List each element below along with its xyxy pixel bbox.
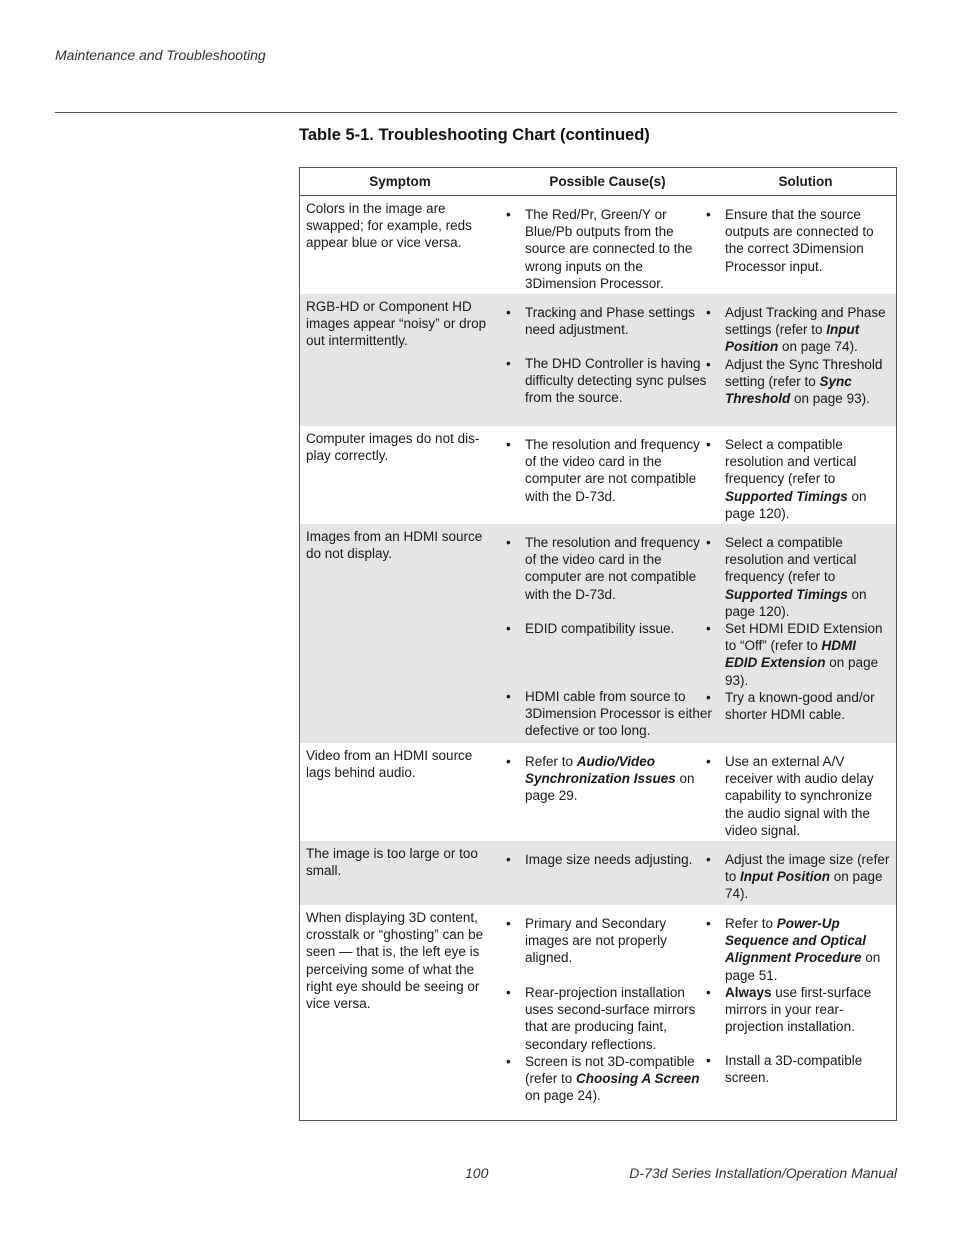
solution-bullet: • Ensure that the source outputs are connected to the correct 3Dimension Processor input. <box>704 206 892 275</box>
cause-bullet: • Rear-projection installation uses second-surface mirrors that are producing faint, secondary reflections. <box>504 984 712 1053</box>
solution-bullet: • Adjust the image size (refer to Input Position on page 74). <box>704 851 892 903</box>
solution-bullet: • Install a 3D-compatible screen. <box>704 1052 892 1086</box>
symptom-cell: Computer images do not dis-play correctly. <box>306 431 480 464</box>
symptom-cell: Video from an HDMI source lags behind audio. <box>306 748 473 781</box>
cross-reference: HDMI EDID Extension <box>725 638 857 671</box>
table-header-row <box>300 168 896 196</box>
table-body <box>300 196 896 1120</box>
emphasis: Always <box>725 985 772 1000</box>
solution-bullet: • Select a compatible resolution and vertical frequency (refer to Supported Timings on page 120). <box>704 436 892 522</box>
column-header-symptom: Symptom <box>369 174 431 189</box>
cross-reference: Input Position <box>725 322 860 355</box>
solution-bullet: • Try a known-good and/or shorter HDMI cable. <box>704 689 892 723</box>
cross-reference: Supported Timings <box>725 488 848 504</box>
table-row <box>300 524 896 743</box>
table-title: Table 5-1. Troubleshooting Chart (continued) <box>299 126 650 144</box>
cause-bullet: • Refer to Audio/Video Synchronization Issues on page 29. <box>504 753 712 805</box>
table-row <box>300 426 896 524</box>
table-row <box>300 743 896 841</box>
cause-bullet: • Screen is not 3D-compatible (refer to Choosing A Screen on page 24). <box>504 1053 712 1105</box>
table-row <box>300 294 896 426</box>
manual-title: D-73d Series Installation/Operation Manual <box>629 1165 897 1181</box>
solution-bullet: • Always use first-surface mirrors in your rear-projection installation. <box>704 984 892 1036</box>
solution-bullet: • Refer to Power-Up Sequence and Optical Alignment Procedure on page 51. <box>704 915 892 984</box>
symptom-cell: Images from an HDMI source do not display. <box>306 529 483 562</box>
column-header-solution: Solution <box>778 174 833 189</box>
cause-bullet: • The DHD Controller is having difficulty detecting sync pulses from the source. <box>504 355 712 407</box>
cause-bullet: • Tracking and Phase settings need adjustment. <box>504 304 712 338</box>
cause-bullet: • Image size needs adjusting. <box>504 851 712 868</box>
symptom-cell: The image is too large or too small. <box>306 846 478 879</box>
troubleshooting-table <box>299 167 897 1121</box>
solution-bullet: • Adjust the Sync Threshold setting (refer to Sync Threshold on page 93). <box>704 356 892 408</box>
header-rule <box>55 112 897 113</box>
solution-bullet: • Select a compatible resolution and vertical frequency (refer to Supported Timings on page 120). <box>704 534 892 620</box>
solution-bullet: • Set HDMI EDID Extension to “Off” (refer to HDMI EDID Extension on page 93). <box>704 620 892 689</box>
cross-reference: Audio/Video Synchronization Issues <box>525 754 676 787</box>
table-row <box>300 196 896 294</box>
cross-reference: Power-Up Sequence and Optical Alignment Procedure <box>725 916 867 966</box>
page-number: 100 <box>465 1165 489 1181</box>
symptom-cell: RGB-HD or Component HD images appear “noisy” or drop out intermittently. <box>306 299 487 349</box>
cause-bullet: • The resolution and frequency of the video card in the computer are not compatible with the D-73d. <box>504 534 712 603</box>
cause-bullet: • The resolution and frequency of the video card in the computer are not compatible with the D-73d. <box>504 436 712 505</box>
column-header-causes: Possible Cause(s) <box>549 174 666 189</box>
solution-bullet: • Adjust Tracking and Phase settings (refer to Input Position on page 74). <box>704 304 892 356</box>
cross-reference: Choosing A Screen <box>576 1071 700 1087</box>
table-row <box>300 905 896 1120</box>
cross-reference: Sync Threshold <box>725 374 852 407</box>
solution-bullet: • Use an external A/V receiver with audio delay capability to synchronize the audio signal with the video signal. <box>704 753 892 839</box>
cause-bullet: • HDMI cable from source to 3Dimension Processor is either defective or too long. <box>504 688 712 740</box>
symptom-cell: When displaying 3D content, crosstalk or “ghosting” can be seen — that is, the left eye is perceiving some of what the right eye should be seeing or vice versa. <box>306 910 484 1012</box>
table-row <box>300 841 896 905</box>
cross-reference: Supported Timings <box>725 586 848 602</box>
running-head: Maintenance and Troubleshooting <box>55 47 266 63</box>
cause-bullet: • EDID compatibility issue. <box>504 620 712 637</box>
cross-reference: Input Position <box>740 869 831 885</box>
symptom-cell: Colors in the image are swapped; for example, reds appear blue or vice versa. <box>306 201 472 251</box>
cause-bullet: • Primary and Secondary images are not properly aligned. <box>504 915 712 967</box>
cause-bullet: • The Red/Pr, Green/Y or Blue/Pb outputs from the source are connected to the wrong inputs on the 3Dimension Processor. <box>504 206 712 292</box>
